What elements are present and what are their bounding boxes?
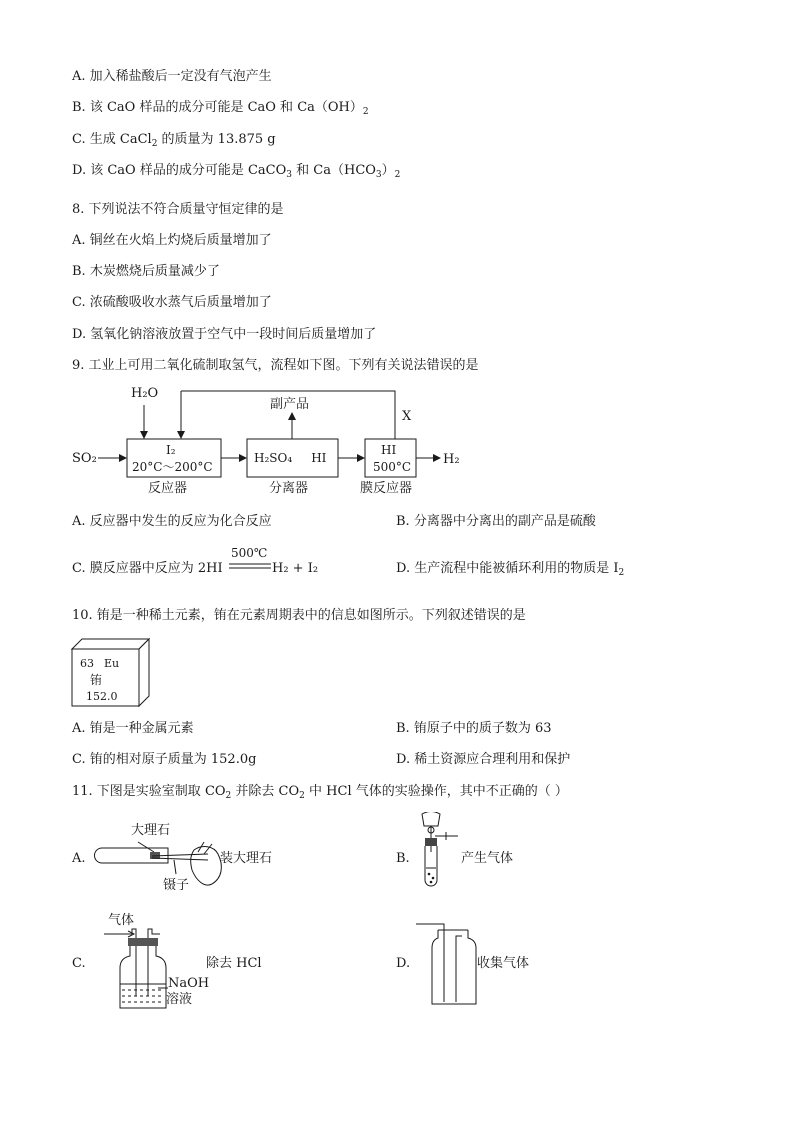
q9-option-a: A. 反应器中发生的反应为化合反应 bbox=[72, 514, 272, 529]
q11-c-caption: 除去 HCl bbox=[206, 956, 262, 971]
element-symbol: Eu bbox=[104, 657, 120, 670]
q9-equals-sign bbox=[229, 563, 271, 571]
q11-stem-mid: 并除去 CO bbox=[231, 784, 300, 799]
q7-option-d-mid: 和 Ca（HCO bbox=[292, 163, 376, 178]
marble-label: 大理石 bbox=[131, 823, 171, 838]
q7-option-b-text: B. 该 CaO 样品的成分可能是 CaO 和 Ca（OH） bbox=[72, 100, 363, 115]
q11-stem-end: 中 HCl 气体的实验操作，其中不正确的（ ） bbox=[304, 784, 568, 799]
q10-option-b: B. 铕原子中的质子数为 63 bbox=[396, 721, 552, 736]
separator-content: H₂SO₄ HI bbox=[254, 451, 327, 465]
q7-option-c-text-end: 的质量为 13.875 g bbox=[157, 132, 276, 147]
q11-c-letter: C. bbox=[72, 956, 86, 971]
membrane-reactor-label: 膜反应器 bbox=[360, 481, 413, 496]
q7-option-c-text: C. 生成 CaCl bbox=[72, 132, 152, 147]
q9-option-d bbox=[396, 561, 624, 581]
x-label: X bbox=[402, 409, 412, 424]
q11-b-letter: B. bbox=[396, 851, 410, 866]
tweezers-label: 镊子 bbox=[163, 878, 190, 893]
q7-option-d-sub2: 3 bbox=[375, 170, 382, 180]
reactor-temperature: 20°C～200°C bbox=[132, 460, 213, 474]
h2-label: H₂ bbox=[443, 452, 460, 467]
q9-option-c bbox=[72, 561, 223, 577]
q11-stem-sub2: 2 bbox=[299, 791, 305, 801]
membrane-reagent: HI bbox=[381, 443, 397, 457]
q7-option-d-end: ） bbox=[381, 163, 395, 178]
q9-option-c-products: H₂ + I₂ bbox=[272, 561, 319, 576]
q9-option-b: B. 分离器中分离出的副产品是硫酸 bbox=[396, 514, 596, 529]
membrane-temperature: 500°C bbox=[373, 460, 412, 474]
q11-stem-text: 11. 下图是实验室制取 CO bbox=[72, 784, 226, 799]
byproduct-label: 副产品 bbox=[270, 397, 310, 412]
q10-option-a: A. 铕是一种金属元素 bbox=[72, 721, 194, 736]
gas-collection-bottle-illustration bbox=[414, 916, 484, 1008]
q8-stem: 8. 下列说法不符合质量守恒定律的是 bbox=[72, 202, 284, 217]
q8-option-a: A. 铜丝在火焰上灼烧后质量增加了 bbox=[72, 233, 272, 248]
q10-option-c: C. 铕的相对原子质量为 152.0g bbox=[72, 752, 257, 767]
test-tube-tweezers-illustration bbox=[90, 830, 230, 895]
q9-option-d-sub: 2 bbox=[618, 568, 625, 578]
reactor-reagent: I₂ bbox=[166, 443, 176, 457]
separator-label: 分离器 bbox=[269, 481, 309, 496]
q9-stem: 9. 工业上可用二氧化硫制取氢气，流程如下图。下列有关说法错误的是 bbox=[72, 358, 479, 373]
h2o-label: H₂O bbox=[131, 386, 159, 401]
q8-option-d: D. 氢氧化钠溶液放置于空气中一段时间后质量增加了 bbox=[72, 327, 377, 342]
so2-label: SO₂ bbox=[72, 451, 97, 466]
q11-stem-sub1: 2 bbox=[225, 791, 232, 801]
solution-label: 溶液 bbox=[166, 992, 193, 1007]
q8-option-b: B. 木炭燃烧后质量减少了 bbox=[72, 264, 220, 279]
q8-option-c: C. 浓硫酸吸收水蒸气后质量增加了 bbox=[72, 295, 272, 310]
q11-d-caption: 收集气体 bbox=[477, 956, 530, 971]
element-number: 63 bbox=[80, 657, 94, 670]
element-mass: 152.0 bbox=[86, 690, 118, 703]
reactor-label: 反应器 bbox=[148, 481, 188, 496]
q9-option-d-text: D. 生产流程中能被循环利用的物质是 I bbox=[396, 561, 619, 576]
q11-b-caption: 产生气体 bbox=[461, 851, 514, 866]
q7-option-c-sub: 2 bbox=[151, 139, 158, 149]
q10-option-d: D. 稀土资源应合理利用和保护 bbox=[396, 752, 571, 767]
gas-label: 气体 bbox=[108, 913, 135, 928]
q11-stem bbox=[72, 784, 568, 804]
q10-stem: 10. 铕是一种稀土元素，铕在元素周期表中的信息如图所示。下列叙述错误的是 bbox=[72, 608, 526, 623]
naoh-label: NaOH bbox=[168, 976, 210, 991]
q7-option-a: A. 加入稀盐酸后一定没有气泡产生 bbox=[72, 69, 272, 84]
q7-option-d-text: D. 该 CaO 样品的成分可能是 CaCO bbox=[72, 163, 287, 178]
q7-option-b-sub: 2 bbox=[362, 107, 369, 117]
element-name: 铕 bbox=[90, 673, 103, 687]
q11-a-caption: 装大理石 bbox=[220, 851, 273, 866]
q11-d-letter: D. bbox=[396, 956, 411, 971]
q7-option-d-sub1: 3 bbox=[286, 170, 293, 180]
q9-option-c-condition: 500℃ bbox=[231, 546, 268, 560]
q9-option-c-text: C. 膜反应器中反应为 2HI bbox=[72, 561, 223, 576]
q7-option-d-sub3: 2 bbox=[394, 170, 401, 180]
q11-a-letter: A. bbox=[72, 851, 86, 866]
